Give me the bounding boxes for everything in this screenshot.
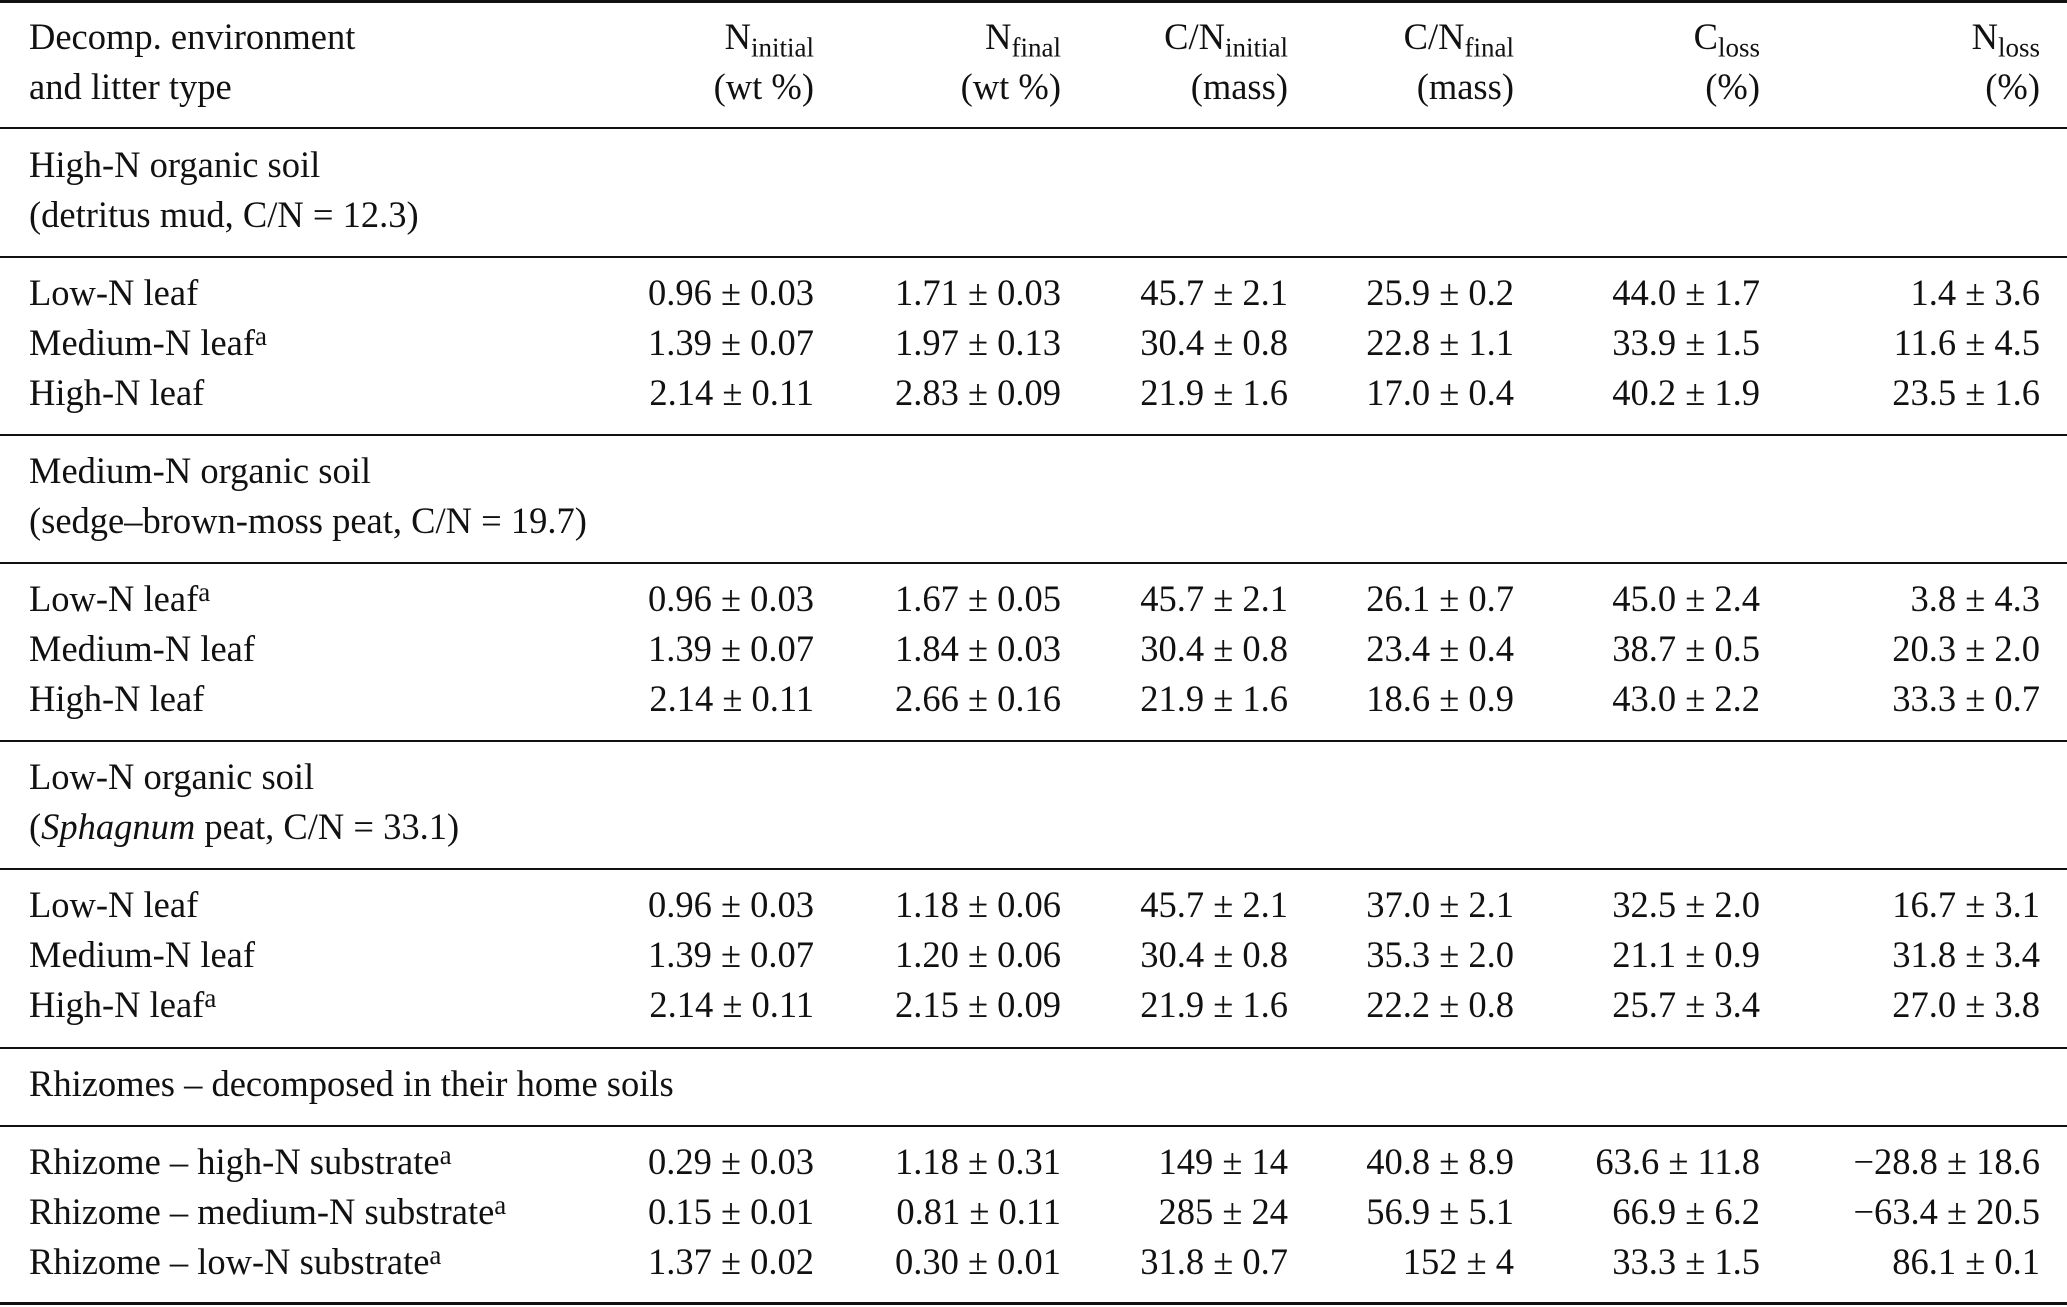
cell-n-loss: 3.8 ± 4.3	[1910, 578, 2040, 619]
section-title: High-N organic soil	[29, 144, 321, 185]
cell-n-initial: 0.96 ± 0.03	[647, 578, 814, 619]
cell-n-loss: 86.1 ± 0.1	[1892, 1241, 2040, 1282]
cell-n-final: 1.20 ± 0.06	[894, 934, 1061, 975]
header-n-final: $N_{final}$	[985, 16, 1061, 63]
cell-n-loss: 33.3 ± 0.7	[1892, 678, 2040, 719]
row-label: Rhizome – high-N substrate$^a$	[29, 1139, 452, 1182]
cell-n-loss: 1.4 ± 3.6	[1910, 272, 2040, 313]
cell-c-loss: 38.7 ± 0.5	[1612, 628, 1760, 669]
cell-n-loss: 11.6 ± 4.5	[1893, 322, 2040, 363]
cell-c-loss: 33.3 ± 1.5	[1612, 1241, 1760, 1282]
cell-n-loss: 23.5 ± 1.6	[1892, 372, 2040, 413]
cell-c-loss: 25.7 ± 3.4	[1612, 984, 1760, 1025]
cell-cn-final: 25.9 ± 0.2	[1366, 272, 1514, 313]
cell-cn-initial: 21.9 ± 1.6	[1140, 678, 1288, 719]
cell-n-initial: 0.96 ± 0.03	[647, 884, 814, 925]
cell-cn-initial: 30.4 ± 0.8	[1140, 628, 1288, 669]
cell-cn-initial: 31.8 ± 0.7	[1140, 1241, 1288, 1282]
cell-cn-final: 40.8 ± 8.9	[1366, 1141, 1514, 1182]
cell-cn-initial: 30.4 ± 0.8	[1140, 934, 1288, 975]
row-label: High-N leaf	[29, 678, 205, 719]
header-c-loss: $C_{loss}$	[1693, 16, 1760, 63]
cell-cn-initial: 45.7 ± 2.1	[1140, 884, 1288, 925]
cell-n-loss: 31.8 ± 3.4	[1892, 934, 2040, 975]
cell-cn-final: 23.4 ± 0.4	[1366, 628, 1514, 669]
row-label: Low-N leaf$^a$	[29, 576, 211, 619]
header-cn-initial-unit: (mass)	[1190, 66, 1288, 107]
cell-n-final: 1.84 ± 0.03	[894, 628, 1061, 669]
section-rule	[0, 256, 2067, 258]
header-c-loss-unit: (%)	[1705, 66, 1760, 107]
cell-n-initial: 1.39 ± 0.07	[647, 934, 814, 975]
cell-c-loss: 43.0 ± 2.2	[1612, 678, 1760, 719]
header-n-final-unit: (wt %)	[960, 66, 1061, 107]
cell-c-loss: 40.2 ± 1.9	[1612, 372, 1760, 413]
cell-cn-final: 56.9 ± 5.1	[1366, 1191, 1514, 1232]
cell-n-loss: −63.4 ± 20.5	[1853, 1191, 2040, 1232]
cell-n-initial: 1.39 ± 0.07	[647, 628, 814, 669]
cell-n-final: 1.71 ± 0.03	[894, 272, 1061, 313]
row-label: Rhizome – medium-N substrate$^a$	[29, 1189, 507, 1232]
section-title: Rhizomes – decomposed in their home soils	[29, 1063, 674, 1104]
cell-c-loss: 63.6 ± 11.8	[1595, 1141, 1760, 1182]
cell-c-loss: 21.1 ± 0.9	[1612, 934, 1760, 975]
cell-n-initial: 0.15 ± 0.01	[647, 1191, 814, 1232]
cell-n-loss: 16.7 ± 3.1	[1892, 884, 2040, 925]
cell-c-loss: 45.0 ± 2.4	[1612, 578, 1760, 619]
row-label: Low-N leaf	[29, 272, 199, 313]
cell-cn-final: 22.8 ± 1.1	[1366, 322, 1514, 363]
header-n-initial-unit: (wt %)	[713, 66, 814, 107]
row-label: High-N leaf	[29, 372, 205, 413]
header-cn-final: $C/N_{final}$	[1403, 16, 1514, 63]
section-rule	[0, 1125, 2067, 1127]
cell-n-loss: −28.8 ± 18.6	[1853, 1141, 2040, 1182]
row-label: High-N leaf$^a$	[29, 982, 217, 1025]
section-subtitle: (detritus mud, C/N = 12.3)	[29, 194, 419, 235]
section-subtitle: (Sphagnum peat, C/N = 33.1)	[29, 806, 460, 847]
cell-n-final: 2.15 ± 0.09	[894, 984, 1061, 1025]
cell-cn-initial: 21.9 ± 1.6	[1140, 984, 1288, 1025]
cell-cn-initial: 45.7 ± 2.1	[1140, 272, 1288, 313]
cell-n-loss: 27.0 ± 3.8	[1892, 984, 2040, 1025]
cell-n-final: 1.67 ± 0.05	[894, 578, 1061, 619]
header-n-initial: $N_{initial}$	[724, 16, 814, 63]
section-rule	[0, 740, 2067, 742]
row-label: Medium-N leaf	[29, 934, 256, 975]
section-rule	[0, 562, 2067, 564]
cell-cn-initial: 45.7 ± 2.1	[1140, 578, 1288, 619]
cell-cn-final: 17.0 ± 0.4	[1366, 372, 1514, 413]
section-rule	[0, 434, 2067, 436]
cell-n-initial: 2.14 ± 0.11	[649, 678, 814, 719]
cell-cn-initial: 30.4 ± 0.8	[1140, 322, 1288, 363]
cell-cn-final: 35.3 ± 2.0	[1366, 934, 1514, 975]
cell-c-loss: 32.5 ± 2.0	[1612, 884, 1760, 925]
header-cn-final-unit: (mass)	[1416, 66, 1514, 107]
cell-cn-final: 22.2 ± 0.8	[1366, 984, 1514, 1025]
cell-c-loss: 33.9 ± 1.5	[1612, 322, 1760, 363]
header-label-line2: and litter type	[29, 66, 232, 107]
cell-n-final: 0.30 ± 0.01	[894, 1241, 1061, 1282]
cell-n-final: 1.18 ± 0.06	[894, 884, 1061, 925]
cell-c-loss: 66.9 ± 6.2	[1612, 1191, 1760, 1232]
row-label: Medium-N leaf$^a$	[29, 320, 268, 363]
cell-n-initial: 0.96 ± 0.03	[647, 272, 814, 313]
cell-n-final: 1.18 ± 0.31	[894, 1141, 1061, 1182]
row-label: Medium-N leaf	[29, 628, 256, 669]
header-n-loss: $N_{loss}$	[1971, 16, 2040, 63]
cell-cn-initial: 285 ± 24	[1158, 1191, 1288, 1232]
header-label-line1: Decomp. environment	[29, 16, 356, 57]
header-cn-initial: $C/N_{initial}$	[1164, 16, 1288, 63]
top-rule	[0, 0, 2067, 3]
section-title: Low-N organic soil	[29, 756, 315, 797]
cell-n-initial: 2.14 ± 0.11	[649, 372, 814, 413]
cell-c-loss: 44.0 ± 1.7	[1612, 272, 1760, 313]
cell-n-final: 1.97 ± 0.13	[894, 322, 1061, 363]
section-title: Medium-N organic soil	[29, 450, 371, 491]
cell-cn-final: 26.1 ± 0.7	[1366, 578, 1514, 619]
cell-cn-final: 37.0 ± 2.1	[1366, 884, 1514, 925]
cell-n-initial: 1.37 ± 0.02	[647, 1241, 814, 1282]
section-subtitle: (sedge–brown-moss peat, C/N = 19.7)	[29, 500, 587, 541]
row-label: Rhizome – low-N substrate$^a$	[29, 1239, 442, 1282]
section-rule	[0, 1047, 2067, 1049]
cell-n-final: 2.83 ± 0.09	[894, 372, 1061, 413]
cell-n-final: 0.81 ± 0.11	[896, 1191, 1061, 1232]
cell-n-initial: 2.14 ± 0.11	[649, 984, 814, 1025]
header-rule	[0, 127, 2067, 129]
cell-cn-final: 18.6 ± 0.9	[1366, 678, 1514, 719]
cell-cn-initial: 149 ± 14	[1158, 1141, 1288, 1182]
cell-n-initial: 1.39 ± 0.07	[647, 322, 814, 363]
cell-cn-final: 152 ± 4	[1402, 1241, 1514, 1282]
cell-n-final: 2.66 ± 0.16	[894, 678, 1061, 719]
cell-n-loss: 20.3 ± 2.0	[1892, 628, 2040, 669]
cell-n-initial: 0.29 ± 0.03	[647, 1141, 814, 1182]
header-n-loss-unit: (%)	[1985, 66, 2040, 107]
row-label: Low-N leaf	[29, 884, 199, 925]
bottom-rule	[0, 1302, 2067, 1305]
cell-cn-initial: 21.9 ± 1.6	[1140, 372, 1288, 413]
section-rule	[0, 868, 2067, 870]
